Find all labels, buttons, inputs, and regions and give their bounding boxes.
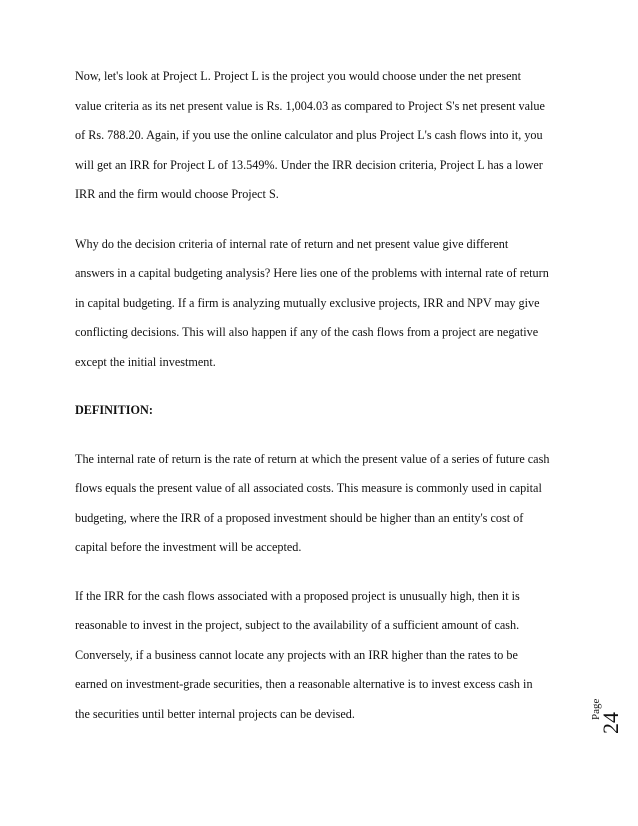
- paragraph-irr-high: [75, 582, 575, 730]
- text-line: The internal rate of return is the rate of return at which the present value of a series of future cash: [75, 451, 550, 466]
- paragraph-decision-criteria: [75, 230, 575, 378]
- text-line: conflicting decisions. This will also happen if any of the cash flows from a project are negative: [75, 325, 539, 339]
- page-number: [586, 694, 626, 754]
- definition-heading-block: [75, 396, 575, 426]
- text-line: will get an IRR for Project L of 13.549%. Under the IRR decision criteria, Project L has a lower: [75, 157, 543, 172]
- text-line: value criteria as its net present value is Rs. 1,004.03 as compared to Project S's net present value: [75, 98, 545, 113]
- text-line: Conversely, if a business cannot locate any projects with an IRR higher than the rates to be: [75, 647, 518, 662]
- text-line: flows equals the present value of all associated costs. This measure is commonly used in capital: [75, 481, 542, 495]
- text-line: answers in a capital budgeting analysis? Here lies one of the problems with internal rate of return: [75, 266, 549, 280]
- text-line: Why do the decision criteria of internal rate of return and net present value give different: [75, 236, 509, 251]
- paragraph-project-l: [75, 62, 575, 210]
- text-line: except the initial investment.: [75, 354, 216, 369]
- text-line: in capital budgeting. If a firm is analyzing mutually exclusive projects, IRR and NPV may give: [75, 295, 540, 310]
- text-line: IRR and the firm would choose Project S.: [75, 187, 279, 201]
- page-number-label: Page: [590, 698, 602, 720]
- page-number-value: 24: [598, 712, 623, 734]
- text-line: reasonable to invest in the project, subject to the availability of a sufficient amount of cash.: [75, 618, 520, 632]
- section-heading: DEFINITION:: [75, 403, 153, 417]
- text-line: of Rs. 788.20. Again, if you use the online calculator and plus Project L's cash flows into it, you: [75, 128, 543, 142]
- paragraph-irr-definition: [75, 445, 575, 563]
- text-line: the securities until better internal projects can be devised.: [75, 706, 355, 721]
- text-line: budgeting, where the IRR of a proposed investment should be higher than an entity's cost of: [75, 510, 524, 525]
- text-line: earned on investment-grade securities, then a reasonable alternative is to invest excess cash in: [75, 677, 533, 691]
- text-line: If the IRR for the cash flows associated with a proposed project is unusually high, then it is: [75, 588, 520, 603]
- text-line: Now, let's look at Project L. Project L is the project you would choose under the net present: [75, 69, 522, 83]
- text-line: capital before the investment will be accepted.: [75, 540, 302, 554]
- page-content: [75, 62, 575, 729]
